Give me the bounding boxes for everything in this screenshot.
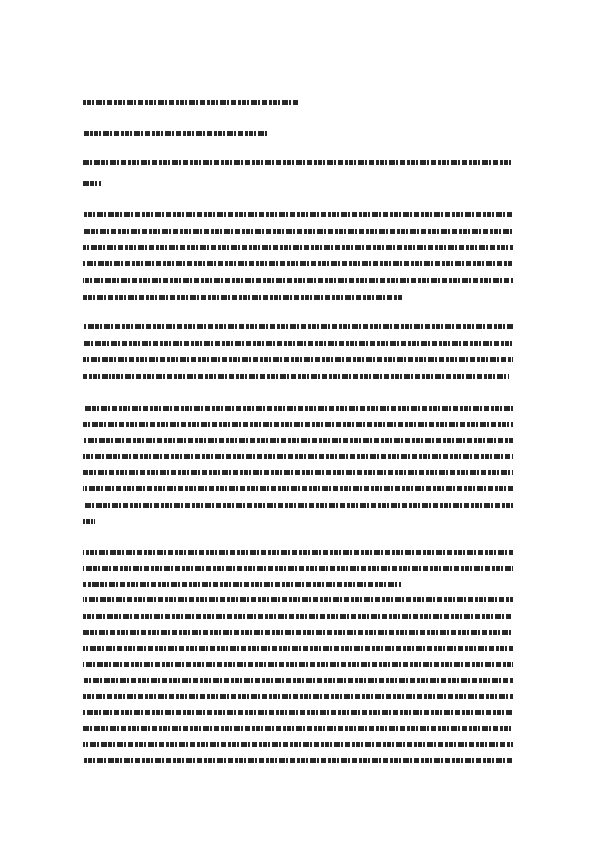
text-ink: [83, 324, 513, 329]
paragraph-line: [83, 245, 513, 250]
text-ink: [83, 662, 513, 667]
text-ink: [83, 438, 513, 443]
text-ink: [83, 486, 513, 491]
paragraph-line: [83, 726, 513, 731]
paragraph-line: [83, 454, 513, 459]
text-ink: [83, 630, 513, 635]
paragraph-line: [83, 324, 513, 329]
paragraph-line: [83, 519, 95, 524]
paragraph-line: [83, 261, 513, 266]
paragraph-line: [83, 662, 513, 667]
text-ink: [83, 503, 513, 508]
paragraph-line: [83, 486, 513, 491]
paragraph-line: [83, 566, 513, 571]
text-ink: [83, 678, 513, 683]
paragraph-line: [83, 278, 513, 283]
text-ink: [83, 614, 513, 619]
text-ink: [83, 470, 513, 475]
text-ink: [83, 181, 101, 186]
text-ink: [83, 357, 513, 362]
text-ink: [83, 758, 513, 763]
text-ink: [83, 374, 509, 379]
paragraph-line: [83, 341, 513, 346]
title-line: [83, 160, 513, 165]
paragraph-line: [83, 406, 513, 411]
text-ink: [83, 742, 513, 747]
paragraph-line: [83, 694, 513, 699]
text-ink: [83, 422, 513, 427]
text-ink: [83, 694, 513, 699]
title-line: [83, 181, 101, 186]
paragraph-line: [83, 614, 513, 619]
text-ink: [83, 454, 513, 459]
text-ink: [83, 566, 513, 571]
text-ink: [83, 212, 513, 217]
header-line: [83, 131, 268, 136]
text-ink: [83, 341, 513, 346]
text-ink: [83, 726, 513, 731]
text-ink: [83, 131, 268, 136]
text-ink: [83, 278, 513, 283]
header-line: [83, 100, 298, 105]
paragraph-line: [83, 212, 513, 217]
text-ink: [83, 582, 401, 587]
paragraph-line: [83, 710, 513, 715]
paragraph-line: [83, 295, 403, 300]
paragraph-line: [83, 646, 513, 651]
paragraph-line: [83, 422, 513, 427]
text-ink: [83, 245, 513, 250]
text-ink: [83, 406, 513, 411]
paragraph-line: [83, 597, 513, 602]
paragraph-line: [83, 229, 513, 234]
paragraph-line: [83, 550, 513, 555]
paragraph-line: [83, 503, 513, 508]
text-ink: [83, 550, 513, 555]
text-ink: [83, 160, 513, 165]
text-ink: [83, 295, 403, 300]
paragraph-line: [83, 630, 513, 635]
paragraph-line: [83, 438, 513, 443]
paragraph-line: [83, 357, 513, 362]
text-ink: [83, 519, 95, 524]
text-ink: [83, 646, 513, 651]
paragraph-line: [83, 758, 513, 763]
paragraph-line: [83, 374, 509, 379]
text-ink: [83, 597, 513, 602]
text-ink: [83, 261, 513, 266]
paragraph-line: [83, 678, 513, 683]
paragraph-line: [83, 470, 513, 475]
paragraph-line: [83, 582, 401, 587]
text-ink: [83, 100, 298, 105]
text-ink: [83, 710, 513, 715]
paragraph-line: [83, 742, 513, 747]
text-ink: [83, 229, 513, 234]
